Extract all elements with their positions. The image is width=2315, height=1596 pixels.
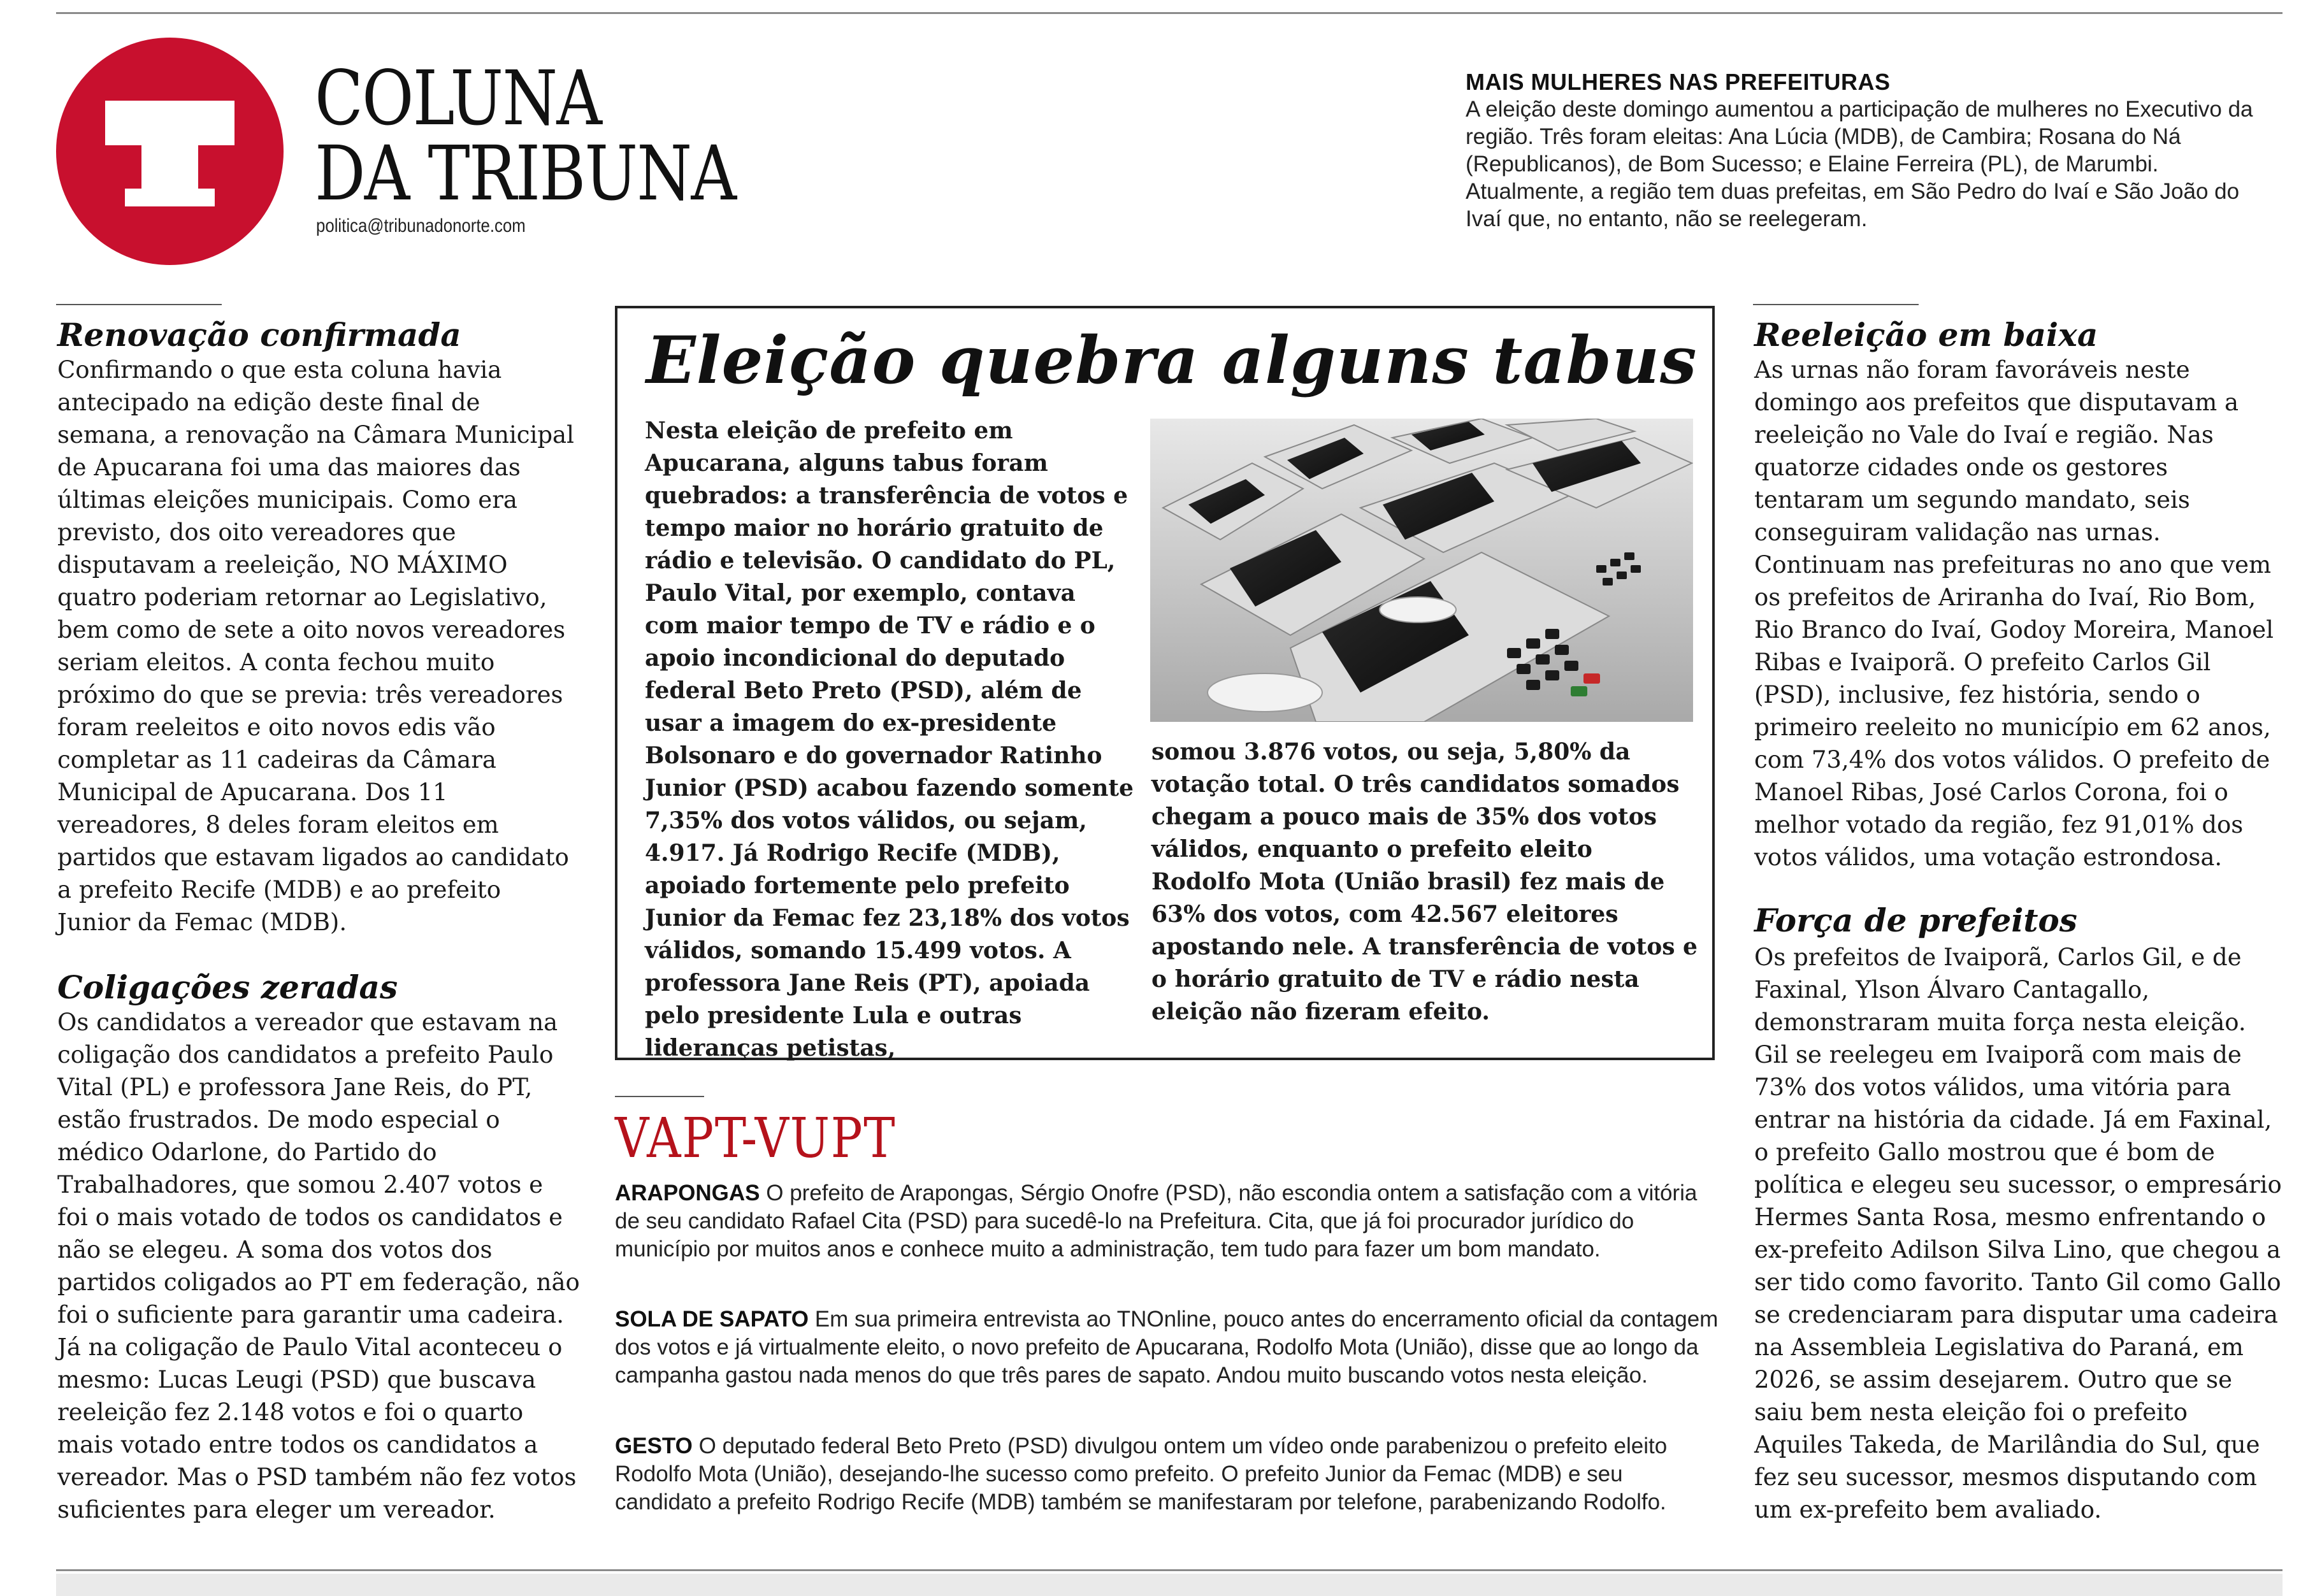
vapt-item-text: O deputado federal Beto Preto (PSD) divulgou ontem um vídeo onde parabenizou o prefeito eleito Rodolfo Mota (União), desejando-lhe sucesso como prefeito. O prefeito Junior da Femac (MDB) e seu candidato a prefeito Rodrigo Recife (MDB) também se manifestaram por telefone, parabenizando Rodolfo. xyxy=(615,1434,1668,1514)
section-heading: Força de prefeitos xyxy=(1754,902,2077,939)
main-story-col1: Nesta eleição de prefeito em Apucarana, alguns tabus foram quebrados: a transferência de votos e tempo maior no horário gratuito de rádio e televisão. O candidato do PL, Paulo Vital, por exemplo, contava com maior tempo de TV e rádio e o apoio incondicional do deputado federal Beto Preto (PSD), além de usar a imagem do ex-presidente Bolsonaro e do governador Ratinho Junior (PSD) acabou fazendo somente 7,35% dos votos válidos, ou sejam, 4.917. Já Rodrigo Recife (MDB), apoiado fortemente pelo prefeito Junior da Femac fez 23,18% dos votos válidos, somando 15.499 votos. A professora Jane Reis (PT), apoiada pelo presidente Lula e outras lideranças petistas, xyxy=(645,417,1134,1061)
section-heading: Coligações zeradas xyxy=(57,968,398,1006)
section-body: Confirmando o que esta coluna havia antecipado na edição deste final de semana, a renovação na Câmara Municipal de Apucarana foi uma das maiores das últimas eleições municipais. Como era previsto, dos oito vereadores que disputavam a reeleição, NO MÁXIMO quatro poderiam retornar ao Legislativo, bem como de sete a oito novos vereadores seriam eleitos. A conta fechou muito próximo do que se previa: três vereadores foram reeleitos e oito novos edis vão completar as 11 cadeiras da Câmara Municipal de Apucarana. Dos 11 vereadores, 8 deles foram eleitos em partidos que estavam ligados ao candidato a prefeito Recife (MDB) e ao prefeito Junior da Femac (MDB). xyxy=(57,356,574,936)
bottom-rule xyxy=(56,1569,2283,1571)
section-heading: Renovação confirmada xyxy=(57,316,461,354)
vapt-item xyxy=(615,1432,1720,1516)
vapt-item-label: GESTO xyxy=(615,1434,693,1458)
left-column-rule xyxy=(56,304,222,305)
vapt-item xyxy=(615,1305,1720,1390)
note-heading: MAIS MULHERES NAS PREFEITURAS xyxy=(1466,69,1891,95)
note-body: A eleição deste domingo aumentou a participação de mulheres no Executivo da região. Três foram eleitas: Ana Lúcia (MDB), de Cambira; Rosana do Ná (Republicanos), de Bom Sucesso; e Elaine Ferreira (PL), de Marumbi. Atualmente, a região tem duas prefeitas, em São Pedro do Ivaí e São João do Ivaí que, no entanto, não se reelegeram. xyxy=(1466,97,2253,231)
vapt-item xyxy=(615,1179,1720,1263)
vapt-item-text: O prefeito de Arapongas, Sérgio Onofre (PSD), não escondia ontem a satisfação com a vitória de seu candidato Rafael Cita (PSD) para sucedê-lo na Prefeitura. Cita, que já foi procurador jurídico do município por muitos anos e conhece muito a administração, tem tudo para fazer um bom mandato. xyxy=(615,1181,1698,1262)
voting-machines-photo xyxy=(1150,419,1693,722)
section-heading: Reeleição em baixa xyxy=(1754,316,2098,354)
section-body: Os candidatos a vereador que estavam na coligação dos candidatos a prefeito Paulo Vital (PL) e professora Jane Reis, do PT, estão frustrados. De modo especial o médico Odarlone, do Partido do Trabalhadores, que somou 2.407 votos e foi o mais votado de todos os candidatos e não se elegeu. A soma dos votos dos partidos coligados ao PT em federação, não foi o suficiente para garantir uma cadeira. Já na coligação de Paulo Vital aconteceu o mesmo: Lucas Leugi (PSD) que buscava reeleição fez 2.148 votos e foi o quarto mais votado entre todos os candidatos a vereador. Mas o PSD também não fez votos suficientes para eleger um vereador. xyxy=(57,1009,580,1523)
vapt-item-text: Em sua primeira entrevista ao TNOnline, pouco antes do encerramento oficial da contagem dos votos e já virtualmente eleito, o novo prefeito de Apucarana, Rodolfo Mota (União), disse que ao longo da campanha gastou nada menos do que três pares de sapato. Andou muito buscando votos nesta eleição. xyxy=(615,1307,1719,1388)
contact-email[interactable]: politica@tribunadonorte.com xyxy=(316,215,526,236)
column-title: COLUNA DA TRIBUNA xyxy=(315,54,736,217)
right-column-rule xyxy=(1753,304,1919,305)
top-rule xyxy=(56,12,2283,14)
vapt-item-label: SOLA DE SAPATO xyxy=(615,1307,809,1332)
main-story-col2: somou 3.876 votos, ou seja, 5,80% da votação total. O três candidatos somados chegam a pouco mais de 35% dos votos válidos, enquanto o prefeito eleito Rodolfo Mota (União brasil) fez mais de 63% dos votos, com 42.567 eleitores apostando nele. A transferência de votos e o horário gratuito de TV e rádio nesta eleição não fizeram efeito. xyxy=(1151,738,1698,1025)
section-body: As urnas não foram favoráveis neste domingo aos prefeitos que disputavam a reeleição no Vale do Ivaí e região. Nas quatorze cidades onde os gestores tentaram um segundo mandato, seis conseguiram validação nas urnas. Continuam nas prefeituras no ano que vem os prefeitos de Ariranha do Ivaí, Rio Bom, Rio Branco do Ivaí, Godoy Moreira, Manoel Ribas e Ivaiporã. O prefeito Carlos Gil (PSD), inclusive, fez história, sendo o primeiro reeleito no município em 62 anos, com 73,4% dos votos válidos. O prefeito de Manoel Ribas, José Carlos Corona, foi o melhor votado da região, fez 91,01% dos votos válidos, uma votação estrondosa. xyxy=(1754,356,2274,871)
vapt-vupt-title: VAPT-VUPT xyxy=(615,1107,897,1170)
logo-t-foot xyxy=(125,189,215,206)
main-story-title: Eleição quebra alguns tabus xyxy=(646,322,1698,399)
section-body: Os prefeitos de Ivaiporã, Carlos Gil, e de Faxinal, Ylson Álvaro Cantagallo, demonstraram muita força nesta eleição. Gil se reelegeu em Ivaiporã com mais de 73% dos votos válidos, uma vitória para entrar na história da cidade. Já em Faxinal, o prefeito Gallo mostrou que é bom de política e elegeu seu sucessor, o empresário Hermes Santa Rosa, mesmo enfrentando o ex-prefeito Adilson Silva Lino, que chegou a ser tido como favorito. Tanto Gil como Gallo se credenciaram para disputar uma cadeira na Assembleia Legislativa do Paraná, em 2026, se assim desejarem. Outro que se saiu bem nesta eleição foi o prefeito Aquiles Takeda, de Marilândia do Sul, que fez seu sucessor, mesmos disputando com um ex-prefeito bem avaliado. xyxy=(1754,944,2282,1523)
vapt-rule xyxy=(615,1096,704,1097)
bottom-band xyxy=(56,1574,2283,1596)
vapt-item-label: ARAPONGAS xyxy=(615,1181,760,1205)
